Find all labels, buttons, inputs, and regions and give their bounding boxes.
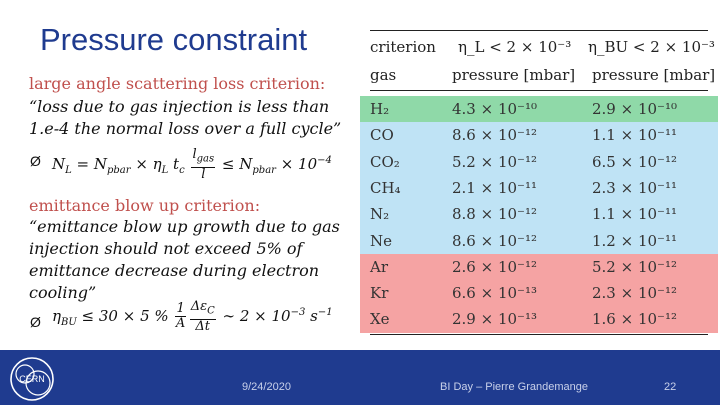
table-row xyxy=(360,229,718,253)
footer-date: 9/24/2020 xyxy=(242,381,291,393)
pressure-loss-value: 2.9 × 10⁻¹³ xyxy=(452,310,537,329)
table-header-rule xyxy=(370,90,708,91)
loss-criterion-equation: $N_L = N_{pbar} \times \eta_L$ $t_c$ $\frac{l_{gas}}{l}$ ≤ $N_{pbar} \times 10^{-4}$ xyxy=(52,147,332,182)
gas-name: Ne xyxy=(370,231,393,250)
table-row xyxy=(360,281,718,305)
pressure-loss-value: 5.2 × 10⁻¹² xyxy=(452,152,537,171)
pressure-loss-value: 4.3 × 10⁻¹⁰ xyxy=(452,100,537,118)
table-row xyxy=(360,176,718,200)
emittance-criterion-quote: “emittance blow up growth due to gas injection should not exceed 5% of emittance decrease during electron cooling” xyxy=(29,217,340,302)
header-emittance-criterion: η_BU < 2 × 10⁻³ xyxy=(588,38,715,56)
gas-name: Ar xyxy=(370,257,389,276)
header-pressure-1: pressure [mbar] xyxy=(452,66,576,84)
pressure-emittance-value: 1.2 × 10⁻¹¹ xyxy=(592,231,677,250)
pressure-emittance-value: 2.3 × 10⁻¹¹ xyxy=(592,178,677,197)
pressure-emittance-value: 2.3 × 10⁻¹² xyxy=(592,284,677,303)
pressure-loss-value: 8.6 × 10⁻¹² xyxy=(452,126,537,145)
pressure-emittance-value: 1.1 × 10⁻¹¹ xyxy=(592,205,677,224)
emittance-criterion-heading: emittance blow up criterion: xyxy=(29,196,261,215)
gas-name: Xe xyxy=(370,310,390,329)
gas-name: H₂ xyxy=(370,100,390,118)
table-row xyxy=(360,255,718,279)
pressure-loss-value: 6.6 × 10⁻¹³ xyxy=(452,284,537,303)
header-gas: gas xyxy=(370,66,397,84)
cern-logo-text: CERN xyxy=(19,374,45,384)
pressure-emittance-value: 1.6 × 10⁻¹² xyxy=(592,310,677,329)
header-criterion: criterion xyxy=(370,38,436,56)
table-row xyxy=(360,97,718,121)
gas-name: N₂ xyxy=(370,205,390,224)
table-top-rule xyxy=(370,30,708,31)
bullet-arrow-icon: Ø xyxy=(30,153,41,169)
pressure-loss-value: 8.6 × 10⁻¹² xyxy=(452,231,537,250)
pressure-loss-value: 2.1 × 10⁻¹¹ xyxy=(452,178,537,197)
table-bottom-rule xyxy=(370,334,708,335)
loss-criterion-heading: large angle scattering loss criterion: xyxy=(29,74,326,93)
gas-name: CO₂ xyxy=(370,152,400,171)
pressure-emittance-value: 1.1 × 10⁻¹¹ xyxy=(592,126,677,145)
slide-title: Pressure constraint xyxy=(40,22,308,57)
pressure-emittance-value: 2.9 × 10⁻¹⁰ xyxy=(592,100,677,118)
pressure-table xyxy=(360,28,718,334)
table-row xyxy=(360,202,718,226)
footer-bar xyxy=(0,350,720,405)
header-pressure-2: pressure [mbar] xyxy=(592,66,716,84)
header-loss-criterion: η_L < 2 × 10⁻³ xyxy=(458,38,572,56)
pressure-loss-value: 8.8 × 10⁻¹² xyxy=(452,205,537,224)
table-row xyxy=(360,123,718,147)
footer-event: BI Day – Pierre Grandemange xyxy=(440,381,588,393)
pressure-emittance-value: 5.2 × 10⁻¹² xyxy=(592,257,677,276)
pressure-emittance-value: 6.5 × 10⁻¹² xyxy=(592,152,677,171)
emittance-criterion-equation: $\eta_{BU} \le 30 \times 5$ % $\frac{1}{A}$ $\frac{\Delta\varepsilon_C}{\Delta t}$ ∼ $2 \times 10^{-3}$ $s^{-1}$ xyxy=(52,299,333,334)
bullet-arrow-icon: Ø xyxy=(30,314,41,330)
table-row xyxy=(360,150,718,174)
gas-name: Kr xyxy=(370,284,389,303)
cern-logo-icon xyxy=(8,355,56,403)
gas-name: CO xyxy=(370,126,394,145)
table-row xyxy=(360,307,718,331)
loss-criterion-quote: “loss due to gas injection is less than 1.e-4 the normal loss over a full cycle” xyxy=(29,97,342,138)
gas-name: CH₄ xyxy=(370,178,401,197)
pressure-loss-value: 2.6 × 10⁻¹² xyxy=(452,257,537,276)
footer-page-number: 22 xyxy=(664,381,677,393)
